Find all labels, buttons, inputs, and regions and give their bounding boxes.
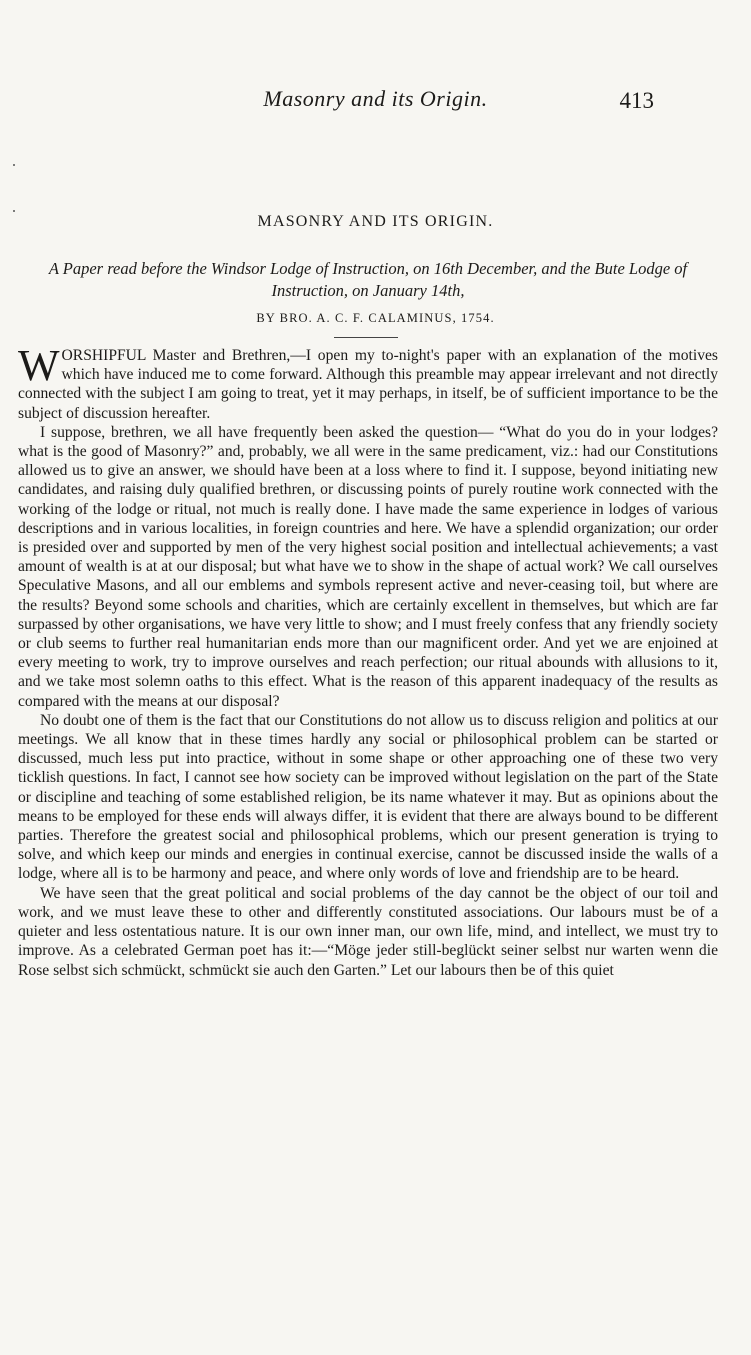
running-head bbox=[0, 86, 751, 116]
drop-cap: W bbox=[18, 341, 60, 390]
print-speck bbox=[13, 164, 15, 166]
article-title: MASONRY AND ITS ORIGIN. bbox=[257, 213, 494, 230]
article-body bbox=[18, 341, 718, 980]
article-byline: BY BRO. A. C. F. CALAMINUS, 1754. bbox=[256, 311, 495, 325]
print-speck bbox=[13, 210, 15, 212]
paragraph-1 bbox=[18, 341, 718, 423]
paragraph-4: We have seen that the great political and social problems of the day cannot be the object of our toil and work, and we must leave these to other and differently constituted associations. Our labours must be of a quieter and less ostentatious nature. It is our own inner man, our own life, mind, and intellect, we must try to improve. As a celebrated German poet has it:—“Möge jeder still-beglückt seiner selbst nur warten wenn die Rose selbst sich schmückt, schmückt sie auch den Garten.” Let our labours then be of this quiet bbox=[18, 884, 718, 979]
paragraph-3: No doubt one of them is the fact that our Constitutions do not allow us to discuss religion and politics at our meetings. We all know that in these times hardly any social or philosophical problem can be started or discussed, much less put into practice, without in some shape or other approaching one of these two very ticklish questions. In fact, I cannot see how society can be improved without legislation on the part of the State or discipline and teaching of some established religion, be its name whatever it may. But as opinions about the means to be employed for these ends will always differ, it is evident that there are always bound to be different parties. Therefore the greatest social and philosophical problems, which our present generation is trying to solve, and which keep our minds and energies in continual exercise, cannot be discussed inside the walls of a lodge, where all is to be harmony and peace, and where only words of love and friendship are to be heard. bbox=[18, 711, 718, 883]
divider-rule bbox=[334, 337, 398, 338]
running-title: Masonry and its Origin. bbox=[263, 86, 488, 111]
paragraph-2: I suppose, brethren, we all have frequently been asked the question— “What do you do in your lodges? what is the good of Masonry?” and, probably, we all were in the same predicament, viz.: had our Constitutions allowed us to give an answer, we should have been at a loss where to find it. I suppose, beyond initiating new candidates, and raising duly qualified brethren, or discussing points of purely routine work connected with the working of the lodge or ritual, not much is really done. I have made the same experience in lodges of various descriptions and in various localities, in foreign countries and here. We have a splendid organization; our order is presided over and supported by men of the very highest social position and intellectual achievements; a vast amount of wealth is at at our disposal; but what have we to show in the shape of actual work? We call ourselves Speculative Masons, and all our emblems and symbols represent active and never-ceasing toil, but where are the results? Beyond some schools and charities, which are certainly excellent in themselves, but which are far surpassed by other organisations, we have very little to show; and I must freely confess that any friendly society or club seems to further real humanitarian ends more than our magnificent order. And yet we are enjoined at every meeting to work, try to improve ourselves and reach perfection; our ritual abounds with allusions to it, and we take most solemn oaths to this effect. What is the reason of this apparent inadequacy of the results as compared with the means at our disposal? bbox=[18, 423, 718, 710]
article-subtitle: A Paper read before the Windsor Lodge of Instruction, on 16th December, and the Bute Lodge of Instruction, on January 14th, bbox=[48, 259, 688, 300]
paragraph-1-text: ORSHIPFUL Master and Brethren,—I open my to-night's paper with an explanation of the motives which have induced me to come forward. Although this preamble may appear irrelevant and not directly connected with the subject I am going to treat, yet it may perhaps, in itself, be of sufficient importance to be the subject of discussion hereafter. bbox=[18, 347, 718, 422]
page-number: 413 bbox=[619, 88, 654, 113]
